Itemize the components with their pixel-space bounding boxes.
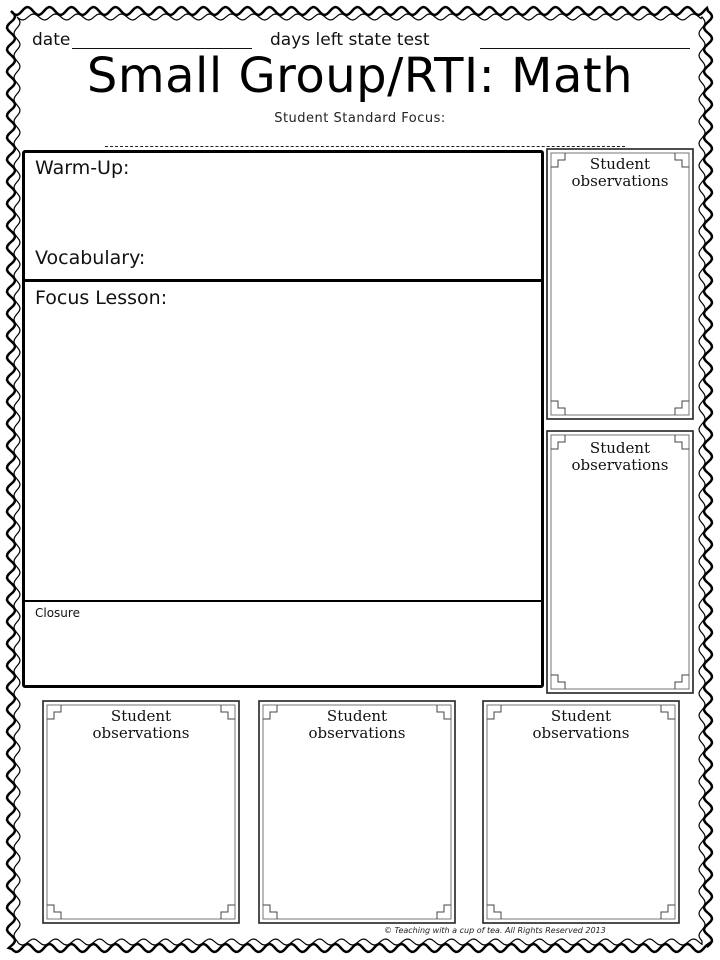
focus-lesson-label: Focus Lesson: xyxy=(35,287,168,309)
observation-title: Student observations xyxy=(532,707,630,742)
warm-up-label: Warm-Up: xyxy=(35,157,130,179)
standard-focus-blank[interactable] xyxy=(105,146,625,147)
observation-box-3 xyxy=(42,700,240,924)
copyright-note: © Teaching with a cup of tea. All Rights Reserved 2013 xyxy=(384,926,606,935)
days-left-label: days left state test xyxy=(270,30,430,50)
standard-focus-label: Student Standard Focus: xyxy=(274,111,446,126)
vocabulary-label: Vocabulary: xyxy=(35,247,146,269)
page-title: Small Group/RTI: Math xyxy=(86,48,634,104)
observation-title: Student observations xyxy=(308,707,406,742)
observation-box-2 xyxy=(546,430,694,694)
date-label: date xyxy=(32,30,71,50)
observation-box-4 xyxy=(258,700,456,924)
closure-label: Closure xyxy=(35,606,80,620)
observation-title: Student observations xyxy=(571,155,669,190)
observation-title: Student observations xyxy=(571,439,669,474)
warm-up-divider xyxy=(25,279,541,282)
closure-divider xyxy=(25,600,541,602)
observation-box-1 xyxy=(546,148,694,420)
lesson-plan-box xyxy=(22,150,544,688)
observation-box-5 xyxy=(482,700,680,924)
observation-title: Student observations xyxy=(92,707,190,742)
